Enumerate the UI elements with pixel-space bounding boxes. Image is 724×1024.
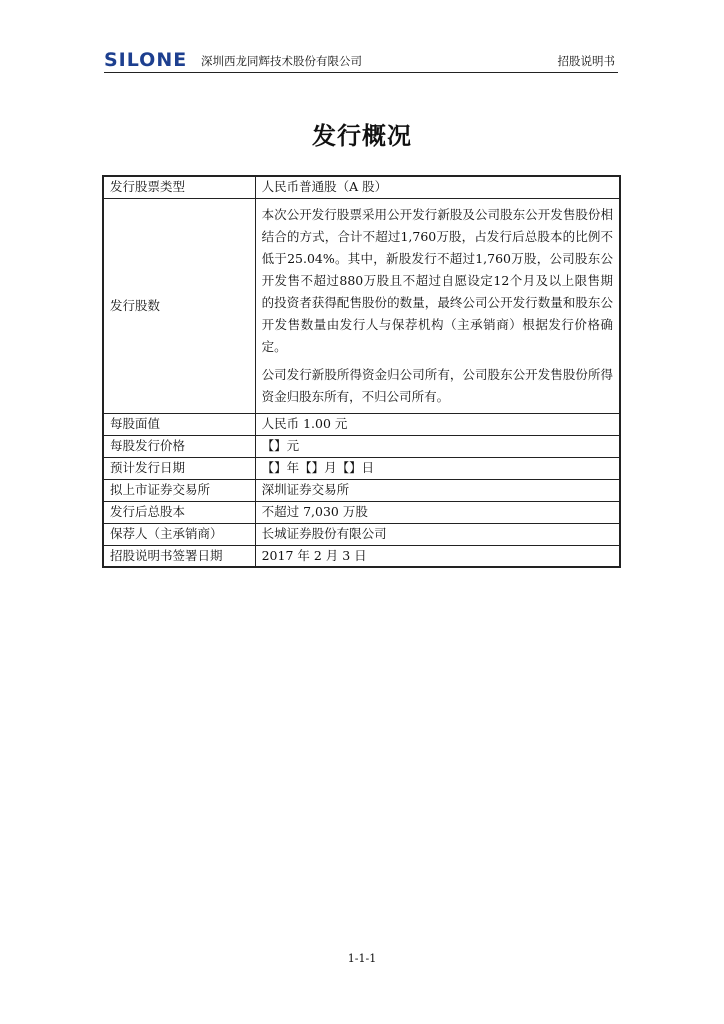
row-value xyxy=(255,198,620,413)
table-row xyxy=(103,545,620,567)
page-number: 1-1-1 xyxy=(347,952,377,965)
row-value: 不超过 7,030 万股 xyxy=(255,501,620,523)
company-logo: SILONE xyxy=(104,49,188,71)
table-row xyxy=(103,523,620,545)
row-value: 人民币普通股（A 股） xyxy=(255,176,620,198)
row-label: 拟上市证券交易所 xyxy=(103,479,255,501)
proceeds-paragraph: 公司发行新股所得资金归公司所有，公司股东公开发售股份所得资金归股东所有，不归公司所有。 xyxy=(261,366,613,404)
table-row xyxy=(103,457,620,479)
page-title: 发行概况 xyxy=(312,121,412,150)
company-name: 深圳西龙同辉技术股份有限公司 xyxy=(201,54,362,68)
row-label: 招股说明书签署日期 xyxy=(103,545,255,567)
table-row xyxy=(103,198,620,413)
table-row xyxy=(103,479,620,501)
row-label: 预计发行日期 xyxy=(103,457,255,479)
row-value: 【】元 xyxy=(255,435,620,457)
table-row xyxy=(103,413,620,435)
table-row xyxy=(103,501,620,523)
share-count-paragraph: 本次公开发行股票采用公开发行新股及公司股东公开发售股份相结合的方式，合计不超过1,760万股，占发行后总股本的比例不低于25.04%。其中，新股发行不超过1,760万股，公司股东公开发售不超过880万股且不超过自愿设定12个月及以上限售期的投资者获得配售股份的数量，最终公司公开发行数量和股东公开发售数量由发行人与保荐机构（主承销商）根据发行价格确定。 xyxy=(261,206,613,354)
row-label: 每股面值 xyxy=(103,413,255,435)
row-label: 保荐人（主承销商） xyxy=(103,523,255,545)
offering-overview-table xyxy=(102,175,621,568)
document-type: 招股说明书 xyxy=(557,54,615,68)
page-header xyxy=(104,50,618,73)
table-row xyxy=(103,176,620,198)
row-label: 发行后总股本 xyxy=(103,501,255,523)
row-label: 发行股数 xyxy=(103,198,255,413)
row-label: 每股发行价格 xyxy=(103,435,255,457)
table-row xyxy=(103,435,620,457)
row-label: 发行股票类型 xyxy=(103,176,255,198)
row-value: 【】年【】月【】日 xyxy=(255,457,620,479)
row-value: 2017 年 2 月 3 日 xyxy=(255,545,620,567)
row-value: 深圳证券交易所 xyxy=(255,479,620,501)
row-value: 人民币 1.00 元 xyxy=(255,413,620,435)
row-value: 长城证券股份有限公司 xyxy=(255,523,620,545)
